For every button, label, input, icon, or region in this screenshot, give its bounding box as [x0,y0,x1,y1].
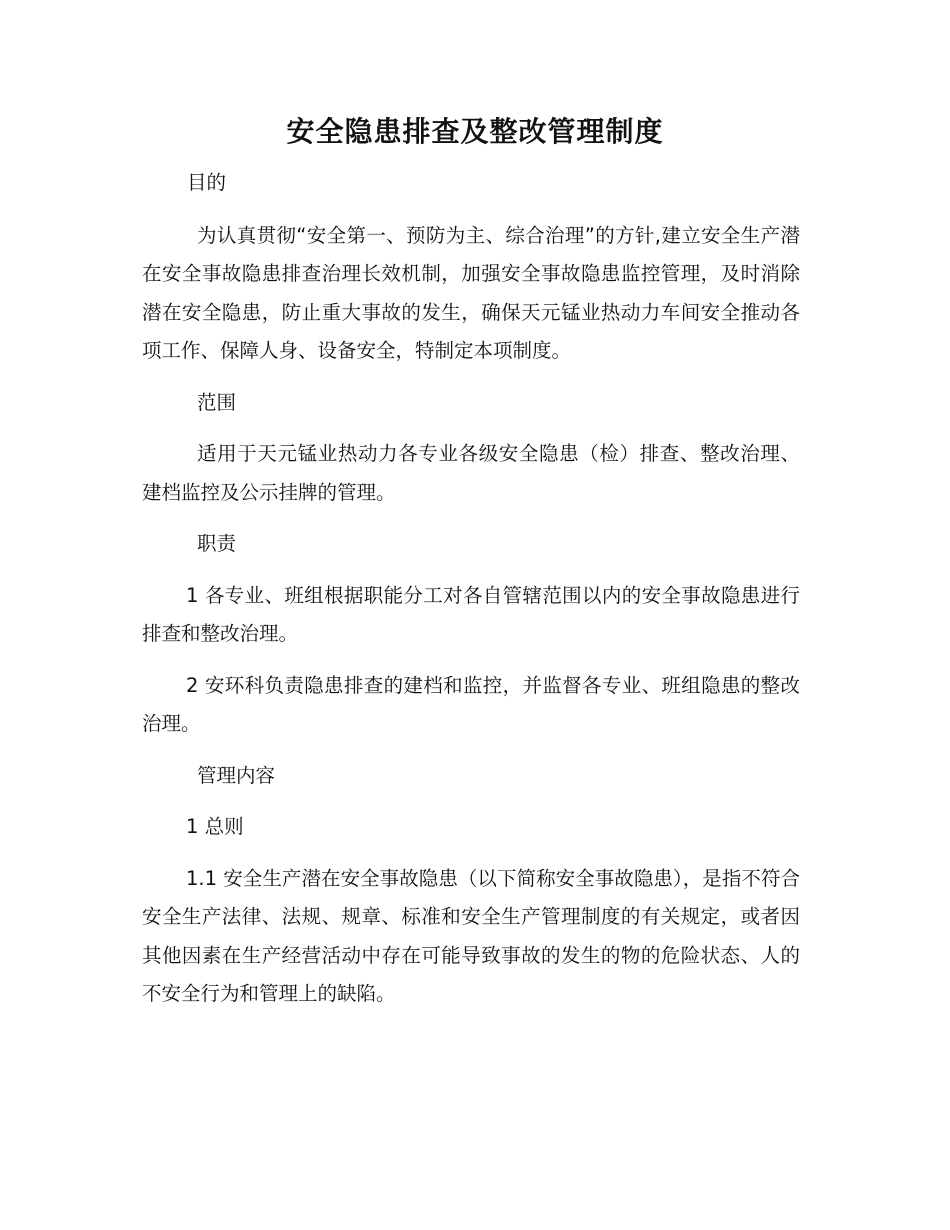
duty-heading: 职责 [197,532,237,555]
purpose-paragraph: 为认真贯彻“安全第一、预防为主、综合治理”的方针,建立安全生产潜在安全事故隐患排查治理长效机制，加强安全事故隐患监控管理，及时消除潜在安全隐患，防止重大事故的发生，确保天元锰业热动力车间安全推动各项工作、保障人身、设备安全，特制定本项制度。 [142,223,800,362]
scope-heading: 范围 [197,390,237,414]
general-heading: 1 总则 [186,815,244,838]
duty-item-2: 2 安环科负责隐患排查的建档和监控，并监督各专业、班组隐患的整改治理。 [142,673,800,735]
clause-1-1: 1.1 安全生产潜在安全事故隐患（以下简称安全事故隐患），是指不符合安全生产法律、法规、规章、标准和安全生产管理制度的有关规定，或者因其他因素在生产经营活动中存在可能导致事故的发生的物的危险状态、人的不安全行为和管理上的缺陷。 [142,866,800,1005]
document-title: 安全隐患排查及整改管理制度 [286,115,664,148]
content-heading: 管理内容 [197,763,276,787]
scope-paragraph: 适用于天元锰业热动力各专业各级安全隐患（检）排查、整改治理、建档监控及公示挂牌的管理。 [142,442,800,504]
duty-item-1: 1 各专业、班组根据职能分工对各自管辖范围以内的安全事故隐患进行排查和整改治理。 [142,583,800,645]
purpose-heading: 目的 [187,171,227,194]
document-body [142,164,800,1027]
